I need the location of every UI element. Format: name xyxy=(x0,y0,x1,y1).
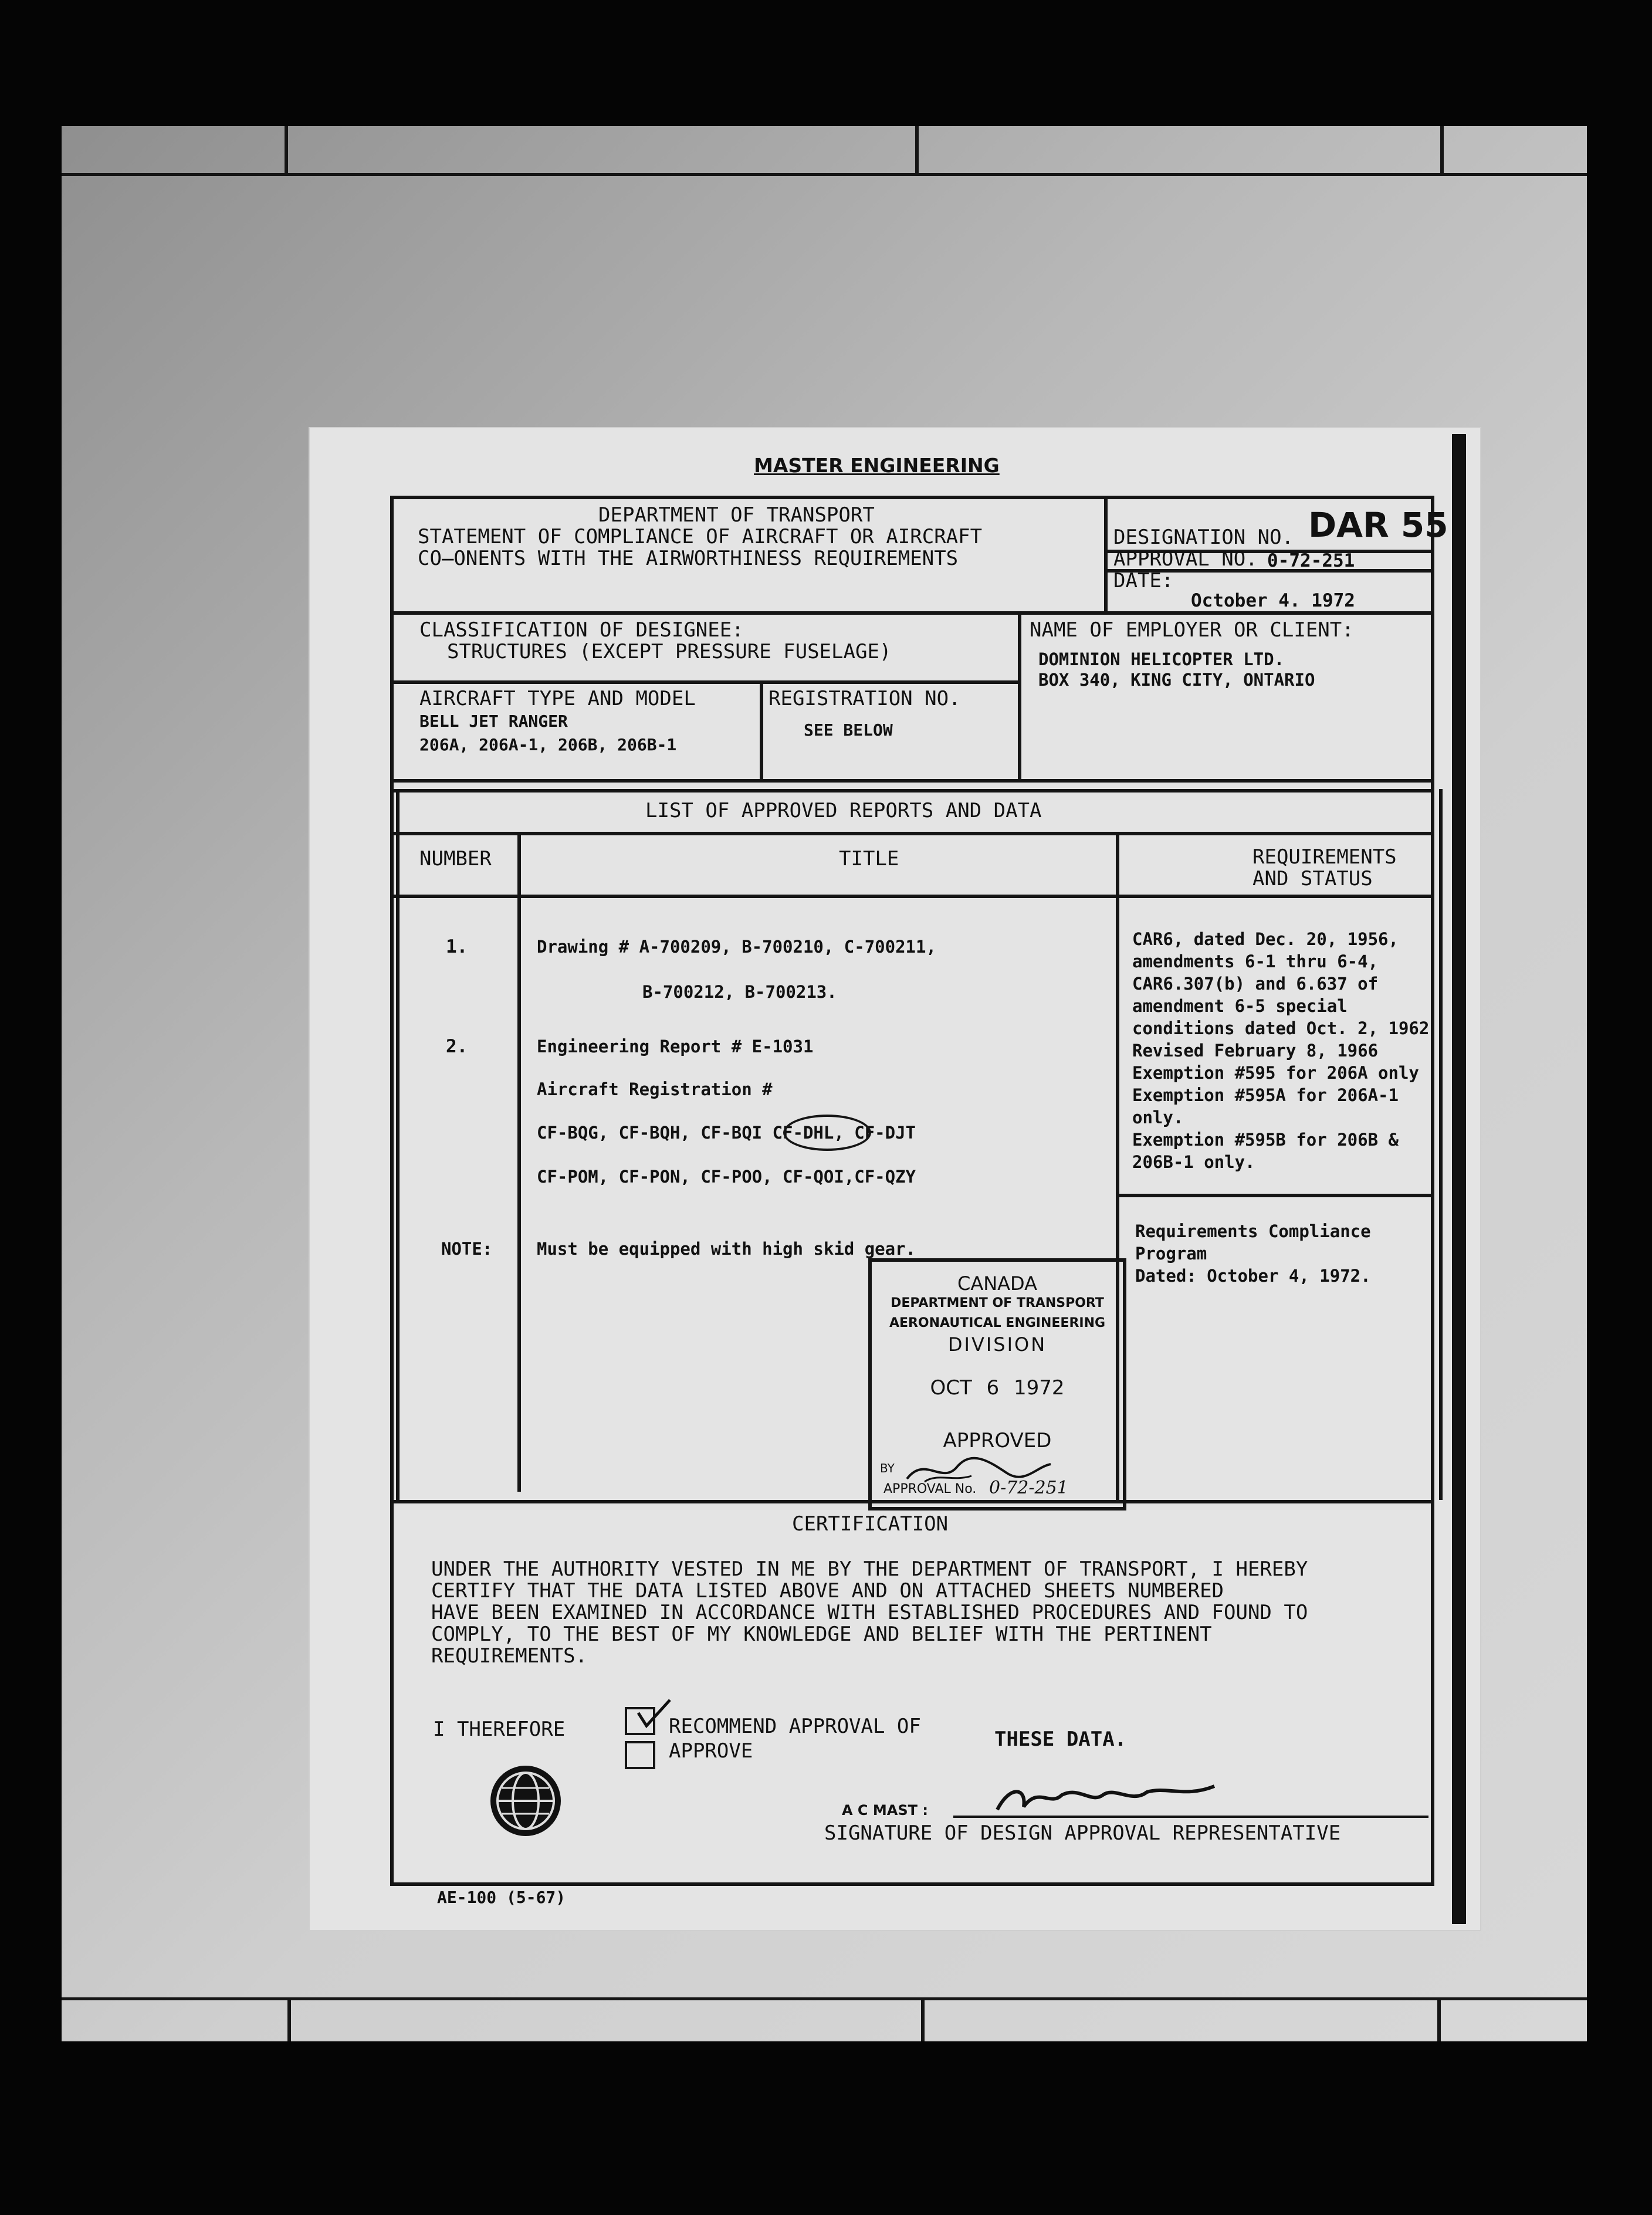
these-data-label: THESE DATA. xyxy=(994,1728,1127,1751)
rule-over-list-title xyxy=(390,789,1434,792)
approve-label: APPROVE xyxy=(669,1739,753,1763)
aircraft-line-2: 206A, 206A-1, 206B, 206B-1 xyxy=(419,735,677,754)
film-rule-top-1 xyxy=(285,126,288,173)
certification-line-5: REQUIREMENTS. xyxy=(431,1644,588,1668)
stamp-approval-no: APPROVAL No. xyxy=(883,1482,977,1496)
requirement-line-1: CAR6, dated Dec. 20, 1956, xyxy=(1132,929,1399,949)
item-title-2c: CF-BQG, CF-BQH, CF-BQI CF-DHL, CF-DJT xyxy=(537,1123,916,1143)
certification-line-4: COMPLY, TO THE BEST OF MY KNOWLEDGE AND BELIEF WITH THE PERTINENT xyxy=(431,1623,1212,1646)
program-line-3: Dated: October 4, 1972. xyxy=(1135,1266,1371,1286)
classification-label: CLASSIFICATION OF DESIGNEE: xyxy=(419,618,744,642)
item-title-2d: CF-POM, CF-PON, CF-POO, CF-QOI,CF-QZY xyxy=(537,1167,916,1187)
certification-title: CERTIFICATION xyxy=(792,1512,949,1536)
item-title-2b: Aircraft Registration # xyxy=(537,1079,773,1099)
film-rule-top-3 xyxy=(1440,126,1444,173)
stamp-by: BY xyxy=(880,1461,895,1475)
film-rule-top-2 xyxy=(915,126,919,173)
rule-under-classification xyxy=(390,680,1018,684)
column-header-number: NUMBER xyxy=(419,847,492,871)
employer-label: NAME OF EMPLOYER OR CLIENT: xyxy=(1030,618,1354,642)
department-line-2: STATEMENT OF COMPLIANCE OF AIRCRAFT OR AIRCRAFT xyxy=(418,525,983,548)
globe-emblem-icon xyxy=(490,1766,561,1836)
employer-line-2: BOX 340, KING CITY, ONTARIO xyxy=(1038,670,1315,690)
document-page-edge xyxy=(1452,434,1466,1924)
recommend-label: RECOMMEND APPROVAL OF xyxy=(669,1715,921,1738)
stamp-line-3: AERONAUTICAL ENGINEERING xyxy=(889,1316,1106,1330)
department-line-3: CO̶ONENTS WITH THE AIRWORTHINESS REQUIREMENTS xyxy=(418,547,959,570)
aircraft-label: AIRCRAFT TYPE AND MODEL xyxy=(419,687,696,710)
stamp-line-1: CANADA xyxy=(957,1272,1038,1295)
film-rule-top xyxy=(62,173,1587,176)
registration-circle xyxy=(783,1115,871,1151)
registration-value: SEE BELOW xyxy=(804,720,893,740)
column-header-status: AND STATUS xyxy=(1252,867,1373,890)
rule-requirements-split xyxy=(1116,1194,1434,1197)
requirement-line-7: Exemption #595 for 206A only xyxy=(1132,1063,1419,1083)
requirement-line-5: conditions dated Oct. 2, 1962 xyxy=(1132,1018,1430,1038)
rule-under-list-title xyxy=(390,832,1434,835)
rule-top-split xyxy=(1104,496,1108,613)
stamp-line-2: DEPARTMENT OF TRANSPORT xyxy=(891,1296,1104,1310)
program-line-1: Requirements Compliance xyxy=(1135,1221,1371,1241)
form-number: AE-100 (5-67) xyxy=(437,1888,566,1907)
date-value: October 4. 1972 xyxy=(1191,590,1355,611)
date-label: DATE: xyxy=(1113,569,1174,592)
rule-employer-split xyxy=(1018,611,1021,780)
film-rule-bottom-3 xyxy=(1437,2000,1441,2041)
film-rule-bottom-2 xyxy=(921,2000,925,2041)
rule-registration-split xyxy=(760,680,763,780)
registration-label: REGISTRATION NO. xyxy=(769,687,961,710)
signature-label: SIGNATURE OF DESIGN APPROVAL REPRESENTATIVE xyxy=(824,1821,1341,1845)
employer-line-1: DOMINION HELICOPTER LTD. xyxy=(1038,649,1285,669)
requirement-line-9: only. xyxy=(1132,1108,1184,1127)
aircraft-line-1: BELL JET RANGER xyxy=(419,712,568,731)
designation-label: DESIGNATION NO. xyxy=(1113,526,1294,549)
requirement-line-3: CAR6.307(b) and 6.637 of xyxy=(1132,974,1379,994)
certification-line-3: HAVE BEEN EXAMINED IN ACCORDANCE WITH ESTABLISHED PROCEDURES AND FOUND TO xyxy=(431,1601,1308,1624)
requirement-line-2: amendments 6-1 thru 6-4, xyxy=(1132,951,1379,971)
stamp-approved: APPROVED xyxy=(943,1429,1052,1452)
rule-under-col-headers xyxy=(390,895,1434,898)
stamp-date: OCT 6 1972 xyxy=(930,1376,1065,1400)
item-title-2a: Engineering Report # E-1031 xyxy=(537,1037,814,1056)
approve-checkbox[interactable] xyxy=(625,1741,655,1769)
requirement-line-6: Revised February 8, 1966 xyxy=(1132,1041,1379,1061)
signer-name: A C MAST : xyxy=(842,1802,928,1818)
rule-left-list xyxy=(396,789,400,1500)
certification-line-1: UNDER THE AUTHORITY VESTED IN ME BY THE DEPARTMENT OF TRANSPORT, I HEREBY xyxy=(431,1557,1308,1581)
certification-line-2: CERTIFY THAT THE DATA LISTED ABOVE AND ON ATTACHED SHEETS NUMBERED xyxy=(431,1579,1224,1603)
program-line-2: Program xyxy=(1135,1244,1207,1264)
item-number-2: 2. xyxy=(446,1036,468,1057)
column-header-requirements: REQUIREMENTS xyxy=(1252,845,1397,869)
film-rule-bottom-1 xyxy=(287,2000,291,2041)
stamp-line-4: DIVISION xyxy=(947,1333,1047,1356)
classification-value: STRUCTURES (EXCEPT PRESSURE FUSELAGE) xyxy=(447,640,892,663)
rule-number-col xyxy=(517,832,521,1492)
column-header-title: TITLE xyxy=(839,847,899,871)
approval-value: 0-72-251 xyxy=(1267,550,1355,571)
requirement-line-4: amendment 6-5 special xyxy=(1132,996,1348,1016)
item-number-1: 1. xyxy=(446,936,468,957)
designation-value: DAR 55 xyxy=(1308,505,1448,545)
approval-label: APPROVAL NO. xyxy=(1113,547,1258,571)
item-title-1a: Drawing # A-700209, B-700210, C-700211, xyxy=(537,937,936,957)
rule-right-list xyxy=(1439,789,1443,1500)
signature-line xyxy=(953,1816,1428,1818)
film-frame-top xyxy=(0,0,1652,56)
rule-under-aircraft xyxy=(390,779,1434,783)
approval-stamp xyxy=(868,1258,1126,1510)
requirement-line-11: 206B-1 only. xyxy=(1132,1152,1255,1172)
header-title: MASTER ENGINEERING xyxy=(754,454,1000,477)
item-title-1b: B-700212, B-700213. xyxy=(642,982,837,1002)
therefore-label: I THEREFORE xyxy=(433,1718,566,1741)
stamp-approval-value: 0-72-251 xyxy=(989,1478,1068,1498)
film-frame-bottom xyxy=(0,2165,1652,2215)
stamp-signature xyxy=(901,1449,1054,1491)
requirement-line-10: Exemption #595B for 206B & xyxy=(1132,1130,1399,1150)
requirement-line-8: Exemption #595A for 206A-1 xyxy=(1132,1085,1399,1105)
list-title: LIST OF APPROVED REPORTS AND DATA xyxy=(645,799,1042,822)
note-label: NOTE: xyxy=(441,1239,493,1259)
signature-mark xyxy=(991,1774,1238,1821)
department-line-1: DEPARTMENT OF TRANSPORT xyxy=(598,503,875,527)
note-text: Must be equipped with high skid gear. xyxy=(537,1239,916,1259)
